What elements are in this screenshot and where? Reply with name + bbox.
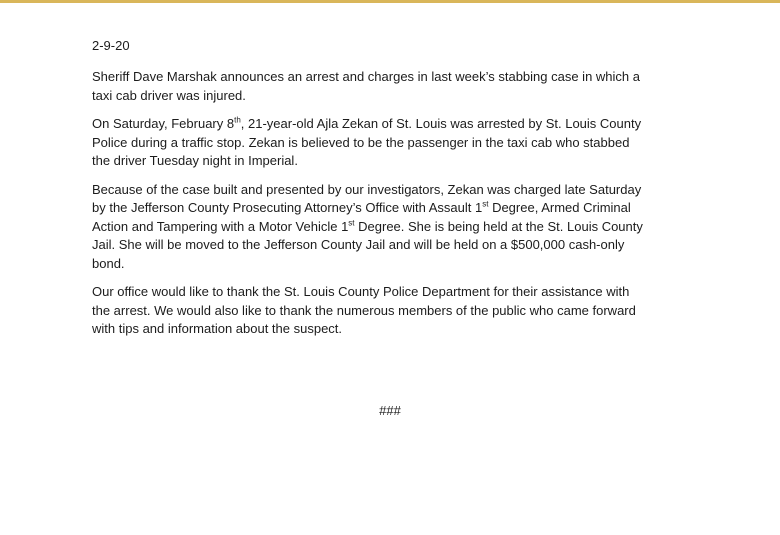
text-segment: by the Jefferson County Prosecuting Attorney’s Office with Assault 1: [92, 200, 483, 215]
document-date: 2-9-20: [92, 38, 130, 53]
paragraph-line: with tips and information about the suspect.: [92, 321, 343, 336]
paragraph-arrest: [92, 115, 692, 171]
paragraph-line: taxi cab driver was injured.: [92, 87, 246, 103]
text-segment: On Saturday, February 8: [92, 116, 235, 131]
paragraph-line: [92, 199, 692, 218]
paragraph-charges: [92, 181, 692, 274]
paragraph-line: bond.: [92, 255, 125, 271]
ordinal-suffix: th: [234, 115, 241, 125]
paragraph-line: the driver Tuesday night in Imperial.: [92, 153, 298, 168]
end-of-release-mark: ###: [379, 403, 401, 418]
text-segment: Degree, Armed Criminal: [488, 200, 631, 215]
paragraph-line: [92, 115, 692, 134]
paragraph-announcement: [92, 68, 692, 105]
text-segment: Action and Tampering with a Motor Vehicle 1: [92, 218, 349, 234]
ordinal-suffix: st: [348, 218, 355, 228]
text-segment: Degree. She is being held at the St. Louis County: [354, 218, 643, 234]
paragraph-line: Because of the case built and presented by our investigators, Zekan was charged late Saturday: [92, 181, 642, 197]
paragraph-line: Jail. She will be moved to the Jefferson County Jail and will be held on a $500,000 cash-only: [92, 237, 625, 252]
paragraph-line: [92, 218, 692, 237]
paragraph-line: Our office would like to thank the St. Louis County Police Department for their assistance with: [92, 284, 630, 299]
ordinal-suffix: st: [482, 199, 489, 209]
paragraph-line: Sheriff Dave Marshak announces an arrest and charges in last week’s stabbing case in which a: [92, 69, 640, 84]
paragraph-line: Police during a traffic stop. Zekan is believed to be the passenger in the taxi cab who stabbed: [92, 134, 630, 150]
paragraph-line: the arrest. We would also like to thank the numerous members of the public who came forward: [92, 302, 636, 318]
text-segment: , 21-year-old Ajla Zekan of St. Louis was arrested by St. Louis County: [240, 116, 642, 131]
paragraph-thanks: [92, 283, 692, 339]
